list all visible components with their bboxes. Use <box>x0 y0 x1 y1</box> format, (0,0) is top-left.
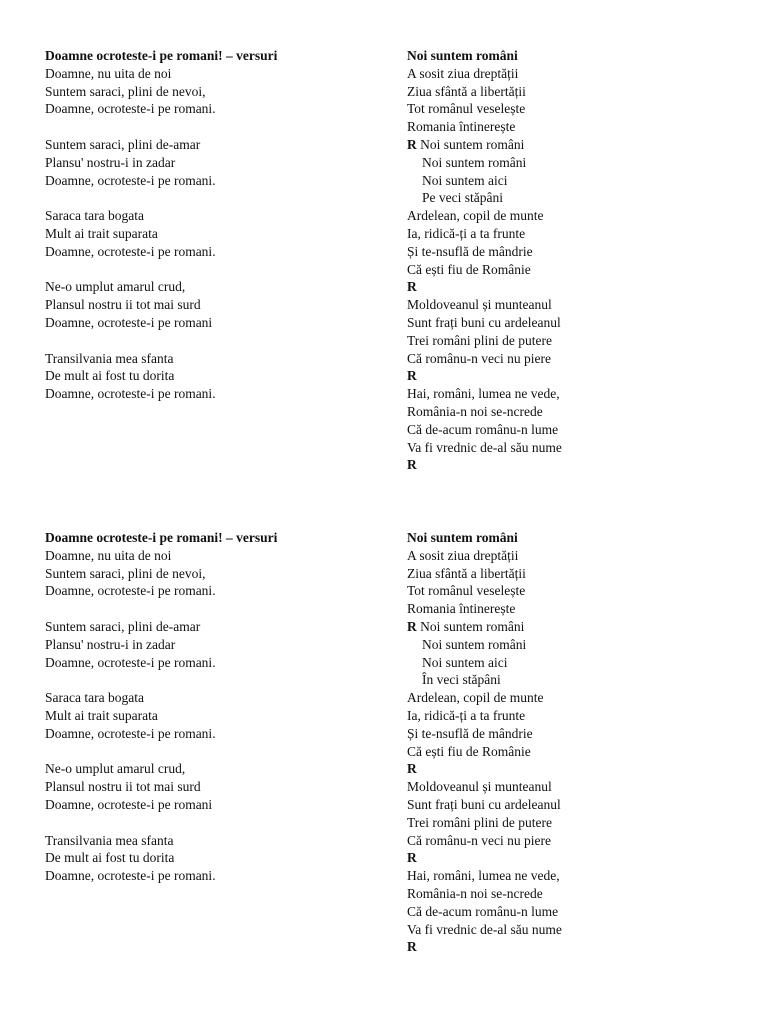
poem-line: A sosit ziua dreptății <box>407 65 519 81</box>
poem-line: Doamne, ocroteste-i pe romani. <box>45 386 216 402</box>
poem-line: Romania întinerește <box>407 601 516 617</box>
refrain-start-line <box>407 618 747 636</box>
poem-line: Doamne, ocroteste-i pe romani. <box>45 654 216 670</box>
poem-line: Romania întinerește <box>407 119 516 135</box>
stanza-gap <box>45 189 385 207</box>
stanza-gap <box>45 671 385 689</box>
poem-line: Doamne, ocroteste-i pe romani. <box>45 243 216 259</box>
poem-line: Doamne, ocroteste-i pe romani <box>45 796 213 812</box>
poem-line: Că de-acum românu-n lume <box>407 421 559 437</box>
stanza-gap <box>45 600 385 618</box>
poem-line: Doamne, nu uita de noi <box>45 65 172 81</box>
poem-left-bottom <box>45 529 385 885</box>
poem-line: Plansu' nostru-i in zadar <box>45 154 176 170</box>
stanza-gap <box>45 332 385 350</box>
stanza-gap <box>45 814 385 832</box>
poem-line: Doamne, ocroteste-i pe romani. <box>45 172 216 188</box>
refrain-line: În veci stăpâni <box>422 672 501 688</box>
poem-title: Doamne ocroteste-i pe romani! – versuri <box>45 48 278 63</box>
poem-line: Transilvania mea sfanta <box>45 350 174 366</box>
refrain-line: Pe veci stăpâni <box>422 190 503 206</box>
poem-line: Suntem saraci, plini de nevoi, <box>45 83 206 99</box>
poem-right-bottom <box>407 529 747 956</box>
poem-line: De mult ai fost tu dorita <box>45 368 175 384</box>
poem-line: Moldoveanul și munteanul <box>407 779 552 795</box>
poem-line: Ardelean, copil de munte <box>407 690 544 706</box>
poem-line: Ne-o umplut amarul crud, <box>45 279 186 295</box>
poem-line: Ia, ridică-ți a ta frunte <box>407 707 526 723</box>
refrain-start-line <box>407 136 747 154</box>
poem-title: Noi suntem români <box>407 530 518 545</box>
poem-line: Că ești fiu de Românie <box>407 743 531 759</box>
poem-line: Trei români plini de putere <box>407 814 552 830</box>
poem-line: Hai, români, lumea ne vede, <box>407 386 560 402</box>
refrain-marker: R <box>407 279 417 295</box>
refrain-line: Noi suntem aici <box>422 172 508 188</box>
poem-title: Doamne ocroteste-i pe romani! – versuri <box>45 530 278 545</box>
poem-line: Trei români plini de putere <box>407 332 552 348</box>
refrain-marker: R <box>407 368 417 384</box>
poem-line: Saraca tara bogata <box>45 690 144 706</box>
poem-line: Sunt frați buni cu ardeleanul <box>407 796 561 812</box>
poem-line: Tot românul veselește <box>407 583 526 599</box>
poem-line: Doamne, ocroteste-i pe romani. <box>45 583 216 599</box>
poem-line: Va fi vrednic de-al său nume <box>407 921 562 937</box>
refrain-line: Noi suntem aici <box>422 654 508 670</box>
stanza-gap <box>45 743 385 761</box>
poem-line: Că românu-n veci nu piere <box>407 832 551 848</box>
poem-line: Plansul nostru ii tot mai surd <box>45 779 201 795</box>
poem-line: Suntem saraci, plini de nevoi, <box>45 565 206 581</box>
refrain-line: Noi suntem români <box>422 636 527 652</box>
poem-line: Hai, români, lumea ne vede, <box>407 868 560 884</box>
poem-line: Doamne, ocroteste-i pe romani <box>45 314 213 330</box>
poem-line: Ia, ridică-ți a ta frunte <box>407 225 526 241</box>
poem-line: Că românu-n veci nu piere <box>407 350 551 366</box>
poem-line: România-n noi se-ncrede <box>407 403 543 419</box>
refrain-marker: R <box>407 618 417 634</box>
stanza-gap <box>45 118 385 136</box>
poem-left-top <box>45 47 385 403</box>
stanza-gap <box>45 261 385 279</box>
poem-line: Doamne, ocroteste-i pe romani. <box>45 725 216 741</box>
poem-line: Că ești fiu de Românie <box>407 261 531 277</box>
refrain-marker: R <box>407 939 417 955</box>
poem-line: Suntem saraci, plini de-amar <box>45 618 201 634</box>
poem-title: Noi suntem români <box>407 48 518 63</box>
poem-line: Transilvania mea sfanta <box>45 832 174 848</box>
poem-line: Și te-nsuflă de mândrie <box>407 243 533 259</box>
poem-line: Ne-o umplut amarul crud, <box>45 761 186 777</box>
refrain-line: Noi suntem români <box>420 618 525 634</box>
poem-line: Doamne, ocroteste-i pe romani. <box>45 868 216 884</box>
poem-line: Ardelean, copil de munte <box>407 208 544 224</box>
refrain-marker: R <box>407 761 417 777</box>
poem-line: Va fi vrednic de-al său nume <box>407 439 562 455</box>
refrain-marker: R <box>407 457 417 473</box>
poem-line: Și te-nsuflă de mândrie <box>407 725 533 741</box>
poem-line: Plansul nostru ii tot mai surd <box>45 297 201 313</box>
poem-line: Ziua sfântă a libertății <box>407 565 526 581</box>
refrain-marker: R <box>407 850 417 866</box>
refrain-marker: R <box>407 136 417 152</box>
poem-line: Suntem saraci, plini de-amar <box>45 136 201 152</box>
poem-line: Saraca tara bogata <box>45 208 144 224</box>
refrain-line: Noi suntem români <box>422 154 527 170</box>
poem-line: Plansu' nostru-i in zadar <box>45 636 176 652</box>
poem-line: Moldoveanul și munteanul <box>407 297 552 313</box>
poem-line: Ziua sfântă a libertății <box>407 83 526 99</box>
poem-line: De mult ai fost tu dorita <box>45 850 175 866</box>
poem-line: Tot românul veselește <box>407 101 526 117</box>
poem-right-top <box>407 47 747 474</box>
poem-line: Mult ai trait suparata <box>45 707 158 723</box>
poem-line: A sosit ziua dreptății <box>407 547 519 563</box>
poem-line: Doamne, nu uita de noi <box>45 547 172 563</box>
poem-line: Doamne, ocroteste-i pe romani. <box>45 101 216 117</box>
poem-line: România-n noi se-ncrede <box>407 885 543 901</box>
refrain-line: Noi suntem români <box>420 136 525 152</box>
poem-line: Mult ai trait suparata <box>45 225 158 241</box>
poem-line: Sunt frați buni cu ardeleanul <box>407 314 561 330</box>
poem-line: Că de-acum românu-n lume <box>407 903 559 919</box>
